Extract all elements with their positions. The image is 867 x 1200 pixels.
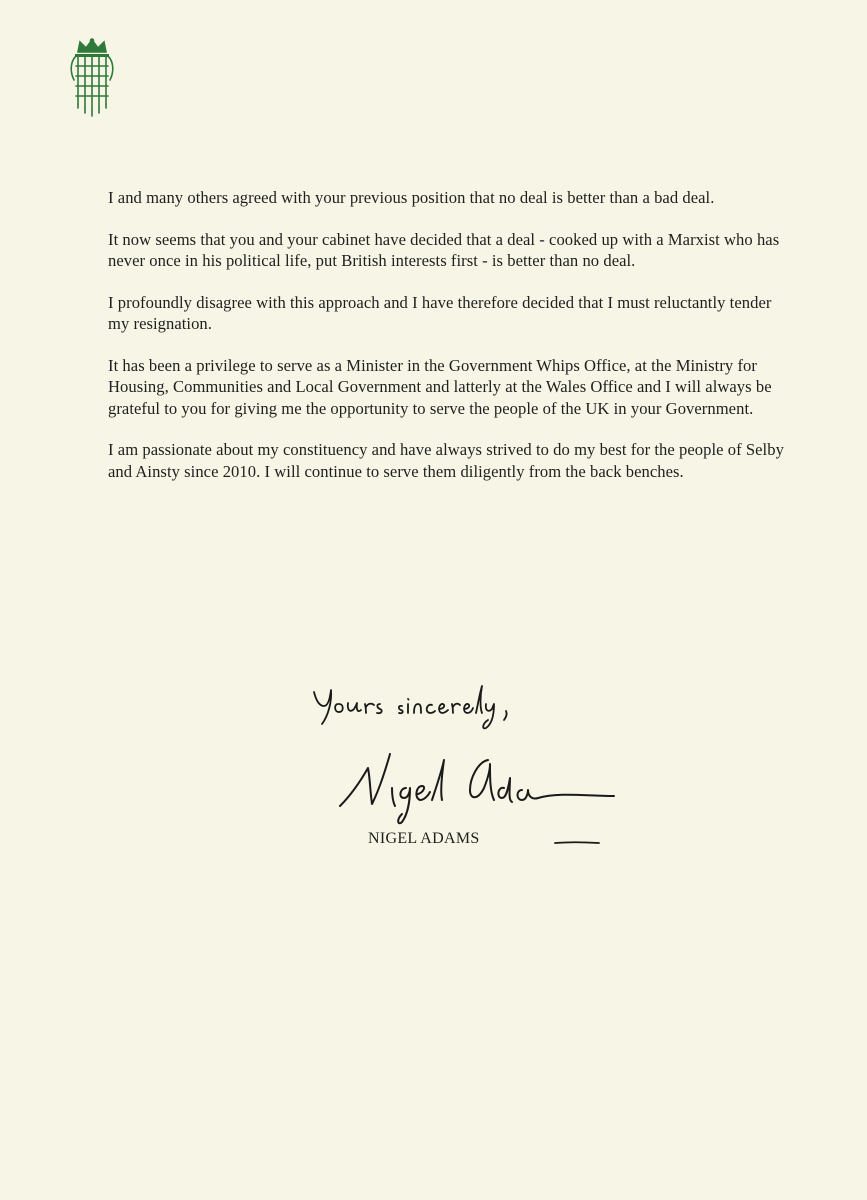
handwritten-closing xyxy=(310,682,540,732)
paragraph-3: I profoundly disagree with this approach and I have therefore decided that I must reluctantly tender my resignation. xyxy=(108,292,772,333)
signatory-name: NIGEL ADAMS xyxy=(368,830,480,847)
signature-underline xyxy=(553,839,601,847)
letter-body xyxy=(108,187,788,502)
handwritten-signature xyxy=(338,748,628,828)
paragraph-1: I and many others agreed with your previous position that no deal is better than a bad deal. xyxy=(108,188,715,207)
paragraph-2: It now seems that you and your cabinet have decided that a deal - cooked up with a Marxist who has never once in his political life, put British interests first - is better than no deal. xyxy=(108,229,780,270)
paragraph-4: It has been a privilege to serve as a Minister in the Government Whips Office, at the Ministry for Housing, Communities and Local Government and latterly at the Wales Office and I will always be grateful to you for giving me the opportunity to serve the people of the UK in your Government. xyxy=(108,355,772,418)
paragraph-5: I am passionate about my constituency and have always strived to do my best for the people of Selby and Ainsty since 2010. I will continue to serve them diligently from the back benches. xyxy=(108,440,784,481)
portcullis-icon xyxy=(66,38,118,118)
